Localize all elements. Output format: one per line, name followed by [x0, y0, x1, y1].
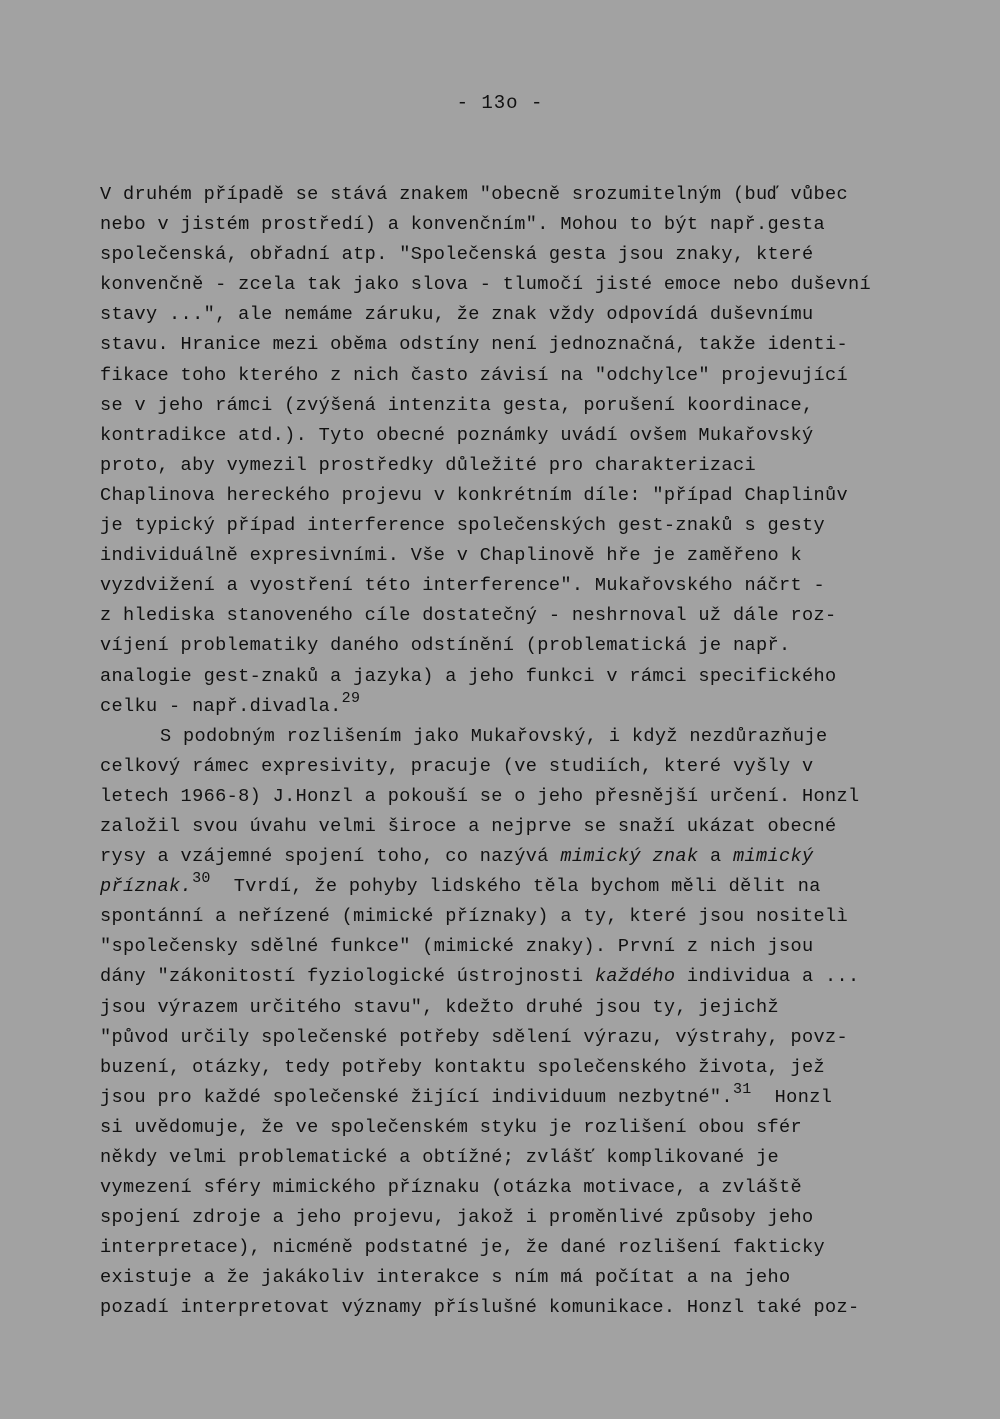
text-line: si uvědomuje, že ve společenském styku je rozlišení obou sfér [100, 1116, 802, 1138]
italic-term: příznak. [100, 876, 193, 898]
text-line: vymezení sféry mimického příznaku (otázka motivace, a zvláště [100, 1177, 802, 1199]
text-line: spontánní a neřízené (mimické příznaky) a ty, které jsou nositelì [100, 906, 849, 928]
text-line [100, 962, 920, 992]
text-line: se v jeho rámci (zvýšená intenzita gesta, porušení koordinace, [100, 394, 814, 416]
text-line [100, 872, 920, 902]
text-line: "společensky sdělné funkce" (mimické znaky). První z nich jsou [100, 936, 814, 958]
text-line: stavy ...", ale nemáme záruku, že znak vždy odpovídá duševnímu [100, 304, 814, 326]
text-line: existuje a že jakákoliv interakce s ním má počítat a na jeho [100, 1267, 791, 1289]
text-line: interpretace), nicméně podstatné je, že dané rozlišení fakticky [100, 1237, 826, 1259]
text-segment: dány "zákonitostí fyziologické ústrojnosti [100, 966, 595, 988]
italic-term: mimický znak [560, 846, 699, 868]
text-line: společenská, obřadní atp. "Společenská gesta jsou znaky, které [100, 244, 814, 266]
text-segment: celku - např.divadla. [100, 695, 342, 717]
text-line: z hlediska stanoveného cíle dostatečný - neshrnoval už dále roz- [100, 605, 837, 627]
text-line: "původ určily společenské potřeby sdělení výrazu, výstrahy, povz- [100, 1026, 849, 1048]
paragraph-first-line: S podobným rozlišením jako Mukařovský, i když nezdůrazňuje [160, 725, 828, 747]
text-segment: a [698, 846, 733, 868]
italic-term: mimický [732, 846, 814, 868]
page-number: - 13o - [456, 92, 544, 114]
footnote-ref-30: 30 [192, 870, 211, 888]
text-line: víjení problematiky daného odstínění (problematická je např. [100, 635, 791, 657]
text-segment: Honzl [751, 1086, 833, 1108]
text-line: konvenčně - zcela tak jako slova - tlumočí jisté emoce nebo duševní [100, 274, 872, 296]
text-line: stavu. Hranice mezi oběma odstíny není jednoznačná, takže identi- [100, 334, 849, 356]
text-line: kontradikce atd.). Tyto obecné poznámky uvádí ovšem Mukařovský [100, 424, 814, 446]
text-line: někdy velmi problematické a obtížné; zvlášť komplikované je [100, 1147, 779, 1168]
text-line: individuálně expresivními. Vše v Chaplinově hře je zaměřeno k [100, 545, 802, 567]
text-line: nebo v jistém prostředí) a konvenčním". Mohou to být např.gesta [100, 214, 826, 236]
text-line: Chaplinova hereckého projevu v konkrétním díle: "případ Chaplinův [100, 484, 849, 506]
text-segment: jsou pro každé společenské žijící individuum nezbytné". [100, 1086, 733, 1108]
text-segment: individua a ... [675, 966, 860, 988]
text-line: buzení, otázky, tedy potřeby kontaktu společenského života, jež [100, 1056, 826, 1078]
text-line: je typický případ interference společenských gest-znaků s gesty [100, 515, 826, 537]
footnote-ref-29: 29 [341, 689, 361, 707]
text-segment: Tvrdí, že pohyby lidského těla bychom měli dělit na [210, 876, 821, 898]
text-line [100, 1080, 920, 1113]
text-line [100, 842, 920, 872]
italic-term: každého [594, 966, 676, 988]
text-line: celkový rámec expresivity, pracuje (ve studiích, které vyšly v [100, 755, 814, 777]
text-line: fikace toho kterého z nich často závisí na "odchylce" projevující [100, 364, 849, 386]
text-segment: rysy a vzájemné spojení toho, co nazývá [100, 846, 561, 868]
footnote-ref-31: 31 [732, 1080, 752, 1098]
text-line: letech 1966-8) J.Honzl a pokouší se o jeho přesnější určení. Honzl [100, 785, 860, 807]
text-line: jsou výrazem určitého stavu", kdežto druhé jsou ty, jejichž [100, 996, 779, 1018]
text-line [100, 689, 920, 722]
text-line: analogie gest-znaků a jazyka) a jeho funkci v rámci specifického [100, 665, 837, 687]
text-line: založil svou úvahu velmi široce a nejprve se snaží ukázat obecné [100, 815, 837, 837]
text-line: vyzdvižení a vyostření této interference". Mukařovského náčrt - [100, 575, 826, 597]
text-line: pozadí interpretovat významy příslušné komunikace. Honzl také poz- [100, 1297, 860, 1319]
body-text [100, 180, 920, 1324]
text-line: proto, aby vymezil prostředky důležité pro charakterizaci [100, 454, 756, 476]
text-line: spojení zdroje a jeho projevu, jakož i proměnlivé způsoby jeho [100, 1207, 814, 1229]
text-line: V druhém případě se stává znakem "obecně srozumitelným (buď vůbec [100, 184, 849, 205]
